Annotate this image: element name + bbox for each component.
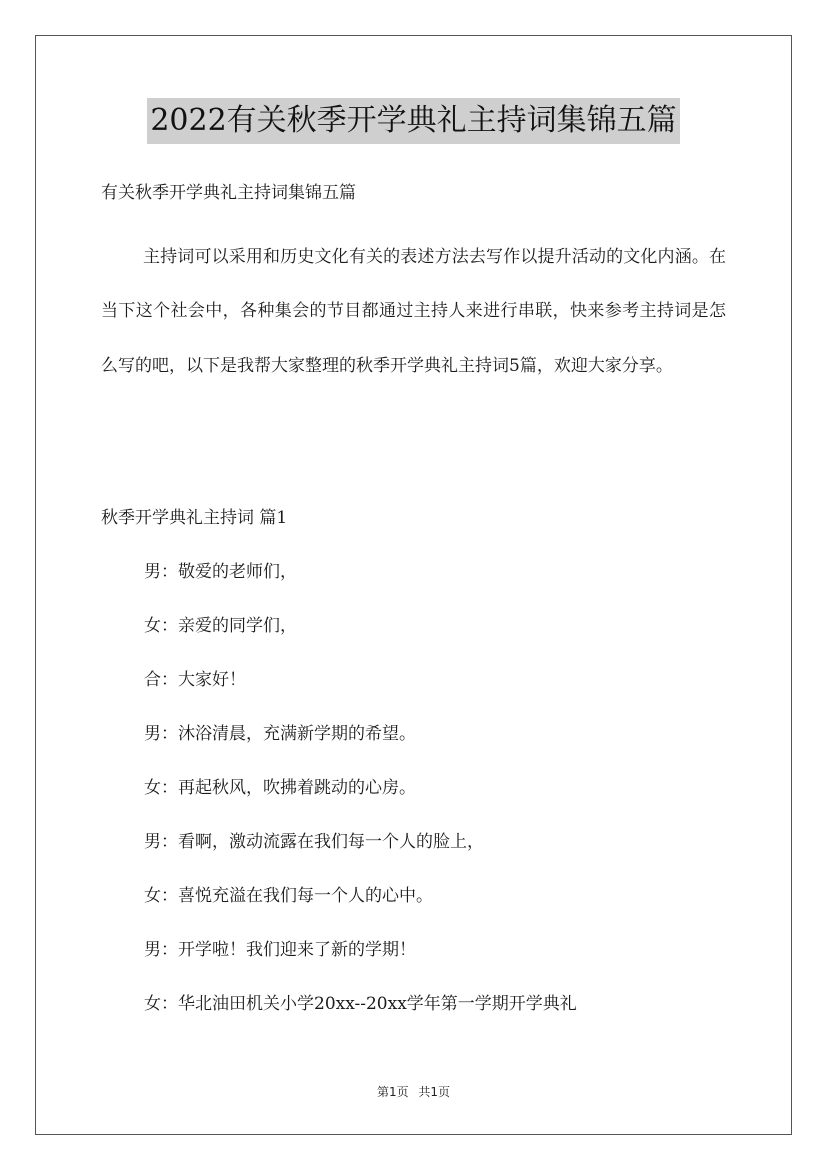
dialogue-line: 女：亲爱的同学们， xyxy=(144,616,297,636)
dialogue-line: 男：沐浴清晨，充满新学期的希望。 xyxy=(144,724,416,744)
dialogue-line: 男：看啊，激动流露在我们每一个人的脸上， xyxy=(144,832,484,852)
intro-paragraph: 主持词可以采用和历史文化有关的表述方法去写作以提升活动的文化内涵。在当下这个社会中，各种集会的节目都通过主持人来进行串联，快来参考主持词是怎么写的吧，以下是我帮大家整理的秋季开学典礼主持词5篇，欢迎大家分享。 xyxy=(101,247,726,376)
dialogue-line: 女：再起秋风，吹拂着跳动的心房。 xyxy=(144,778,416,798)
section-heading: 秋季开学典礼主持词 篇1 xyxy=(101,508,288,528)
document-subtitle: 有关秋季开学典礼主持词集锦五篇 xyxy=(101,183,356,203)
page-number-current: 第1页 xyxy=(376,1085,409,1099)
page-number-total: 共1页 xyxy=(418,1085,451,1099)
dialogue-line: 女：喜悦充溢在我们每一个人的心中。 xyxy=(144,886,433,906)
dialogue-line: 合：大家好！ xyxy=(144,670,246,690)
page-footer xyxy=(0,1083,827,1101)
dialogue-line: 男：开学啦！我们迎来了新的学期！ xyxy=(144,940,416,960)
dialogue-line: 男：敬爱的老师们， xyxy=(144,562,297,582)
document-title: 2022有关秋季开学典礼主持词集锦五篇 xyxy=(147,98,679,144)
dialogue-line: 女：华北油田机关小学20xx--20xx学年第一学期开学典礼 xyxy=(144,994,577,1014)
title-container xyxy=(0,98,827,144)
